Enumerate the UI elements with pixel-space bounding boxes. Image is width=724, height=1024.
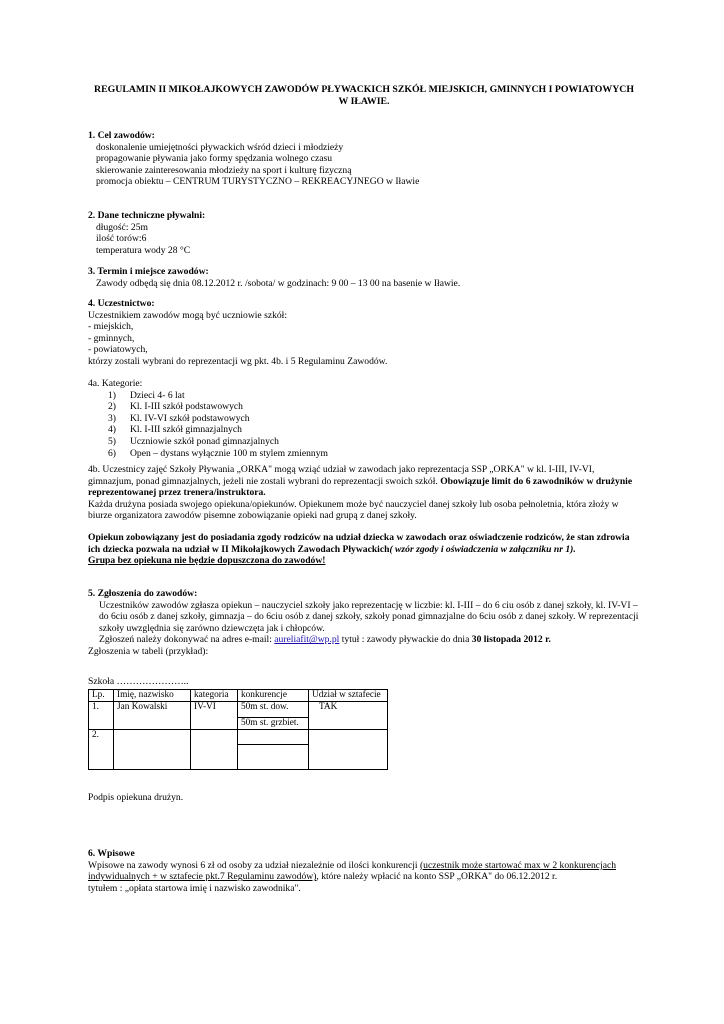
guardian-consent (88, 532, 640, 567)
category-item: 2) Kl. I-III szkół podstawowych (108, 401, 243, 413)
registration-table (88, 689, 388, 770)
category-item: 5) Uczniowie szkół ponad gimnazjalnych (108, 435, 279, 447)
goal-item: doskonalenie umiejętności pływackich wśród dzieci i młodzieży (96, 141, 344, 153)
participation-line: - miejskich, (88, 321, 134, 333)
categories-list (88, 390, 640, 460)
section-goals-heading: 1. Cel zawodów: (88, 130, 155, 141)
header-cell: Udział w sztafecie (309, 690, 388, 702)
cell-category: IV-VI (191, 702, 238, 730)
category-item: 3) Kl. IV-VI szkół podstawowych (108, 412, 250, 424)
section-date-place (88, 266, 640, 289)
participation-line: którzy zostali wybrani do reprezentacji wg pkt. 4b. i 5 Regulaminu Zawodów. (88, 355, 388, 367)
fee-limit-note: (uczestnik może startować max w 2 konkurencjach indywidualnych + w sztafecie pkt.7 Regulaminu zawodów) (88, 859, 617, 883)
team-limit-note: Obowiązuje limit do 6 zawodników w drużynie reprezentowanej przez trenera/instruktora. (88, 475, 633, 499)
fee-title-line: tytułem : „opłata startowa imię i nazwisko zawodnika". (88, 882, 301, 894)
cell-relay: TAK (309, 702, 388, 730)
goal-item: skierowanie zainteresowania młodzieży na sport i kulturę fizyczną (96, 164, 352, 176)
section-pool-heading: 2. Dane techniczne pływalni: (88, 210, 206, 221)
date-place-text: Zawody odbędą się dnia 08.12.2012 r. /sobota/ w godzinach: 9 00 – 13 00 na basenie w Iławie. (96, 277, 461, 289)
category-item: 4) Kl. I-III szkół gimnazjalnych (108, 424, 242, 436)
cell-lp: 2. (89, 730, 114, 770)
guardian-signature: Podpis opiekuna drużyn. (88, 792, 184, 803)
participation-line: - powiatowych, (88, 344, 148, 356)
table-header-row (89, 690, 388, 702)
consent-paragraph: Opiekun zobowiązany jest do posiadania zgody rodziców na udział dziecka w zawodach oraz oświadczenie rodziców, że stan zdrowia ich dziecka pozwala na udział w II Mikołajkowych Zawodach Pływackich( wzór zgody i oświadczenia w załączniku nr 1). (88, 532, 630, 555)
cell-competition: 50m st. grzbiet. (238, 718, 309, 730)
school-field: Szkoła ………………….. (88, 676, 189, 687)
section-participation (88, 298, 640, 368)
section-fee-heading: 6. Wpisowe (88, 848, 135, 859)
registration-email-line: Zgłoszeń należy dokonywać na adres e-mail: aureliafit@wp.pl tytuł : zawody pływackie do dnia 30 listopada 2012 r. (99, 634, 551, 646)
cell-competition: 50m st. dow. (238, 702, 309, 718)
category-item: 1) Dzieci 4- 6 lat (108, 389, 185, 401)
header-cell: konkurencje (238, 690, 309, 702)
categories (88, 378, 640, 459)
participation-line: - gminnych, (88, 332, 135, 344)
section-goals (88, 130, 640, 188)
section-date-heading: 3. Termin i miejsce zawodów: (88, 266, 209, 277)
deadline-date: 30 listopada 2012 r. (471, 634, 551, 646)
categories-heading: 4a. Kategorie: (88, 378, 143, 389)
consent-form-note: ( wzór zgody i oświadczenia w załączniku nr 1). (389, 543, 576, 555)
paragraph-4b (88, 464, 640, 522)
participation-line: Uczestnikiem zawodów mogą być uczniowie szkół: (88, 309, 288, 321)
section-registration (88, 588, 640, 658)
goal-item: promocja obiektu – CENTRUM TURYSTYCZNO – REKREACYJNEGO w Iławie (96, 176, 420, 188)
header-cell: kategoria (191, 690, 238, 702)
section-registration-heading: 5. Zgłoszenia do zawodów: (88, 588, 198, 599)
cell-lp: 1. (89, 702, 114, 730)
table-row (89, 702, 388, 718)
header-cell: Lp. (89, 690, 114, 702)
no-guardian-warning: Grupa bez opiekuna nie będzie dopuszczona do zawodów! (88, 555, 326, 567)
cell-relay (309, 730, 388, 770)
email-link[interactable]: aureliafit@wp.pl (274, 634, 340, 646)
table-row (89, 730, 388, 745)
goal-item: propagowanie pływania jako formy spędzania wolnego czasu (96, 153, 333, 165)
paragraph-4b-text: 4b. Uczestnicy zajęć Szkoły Pływania „ORKA" mogą wziąć udział w zawodach jako reprezentacja SSP „ORKA" w kl. I-III, IV-VI, gimnazjum, ponad gimnazjalnych, jeżeli nie zostali wybrani do reprezentacji swoich szkół. Obowiązuje limit do 6 zawodników w drużynie reprezentowanej przez trenera/instruktora. (88, 464, 633, 499)
document-title: REGULAMIN II MIKOŁAJKOWYCH ZAWODÓW PŁYWACKICH SZKÓŁ MIEJSKICH, GMINNYCH I POWIATOWYCH W IŁAWIE. (94, 84, 634, 107)
signature-line (88, 792, 640, 804)
fee-paragraph: Wpisowe na zawody wynosi 6 zł od osoby za udział niezależnie od ilości konkurencji (uczestnik może startować max w 2 konkurencjach indywidualnych + w sztafecie pkt.7 Regulaminu zawodów), które należy wpłacić na konto SSP „ORKA" do 06.12.2012 r. (88, 859, 617, 883)
pool-item: długość: 25m (96, 221, 148, 233)
pool-item: ilość torów:6 (96, 233, 147, 245)
section-participation-heading: 4. Uczestnictwo: (88, 298, 155, 309)
cell-name: Jan Kowalski (114, 702, 191, 730)
cell-competition (238, 730, 309, 745)
cell-competition (238, 745, 309, 770)
cell-name (114, 730, 191, 770)
guardian-paragraph: Każda drużyna posiada swojego opiekuna/opiekunów. Opiekunem może być nauczyciel danej szkoły lub osoba pełnoletnia, która złoży w biurze organizatora zawodów pisemne zobowiązanie opieki nad grupą z danej szkoły. (88, 498, 619, 522)
category-item: 6) Open – dystans wyłącznie 100 m stylem zmiennym (108, 447, 328, 459)
cell-category (191, 730, 238, 770)
registration-paragraph: Uczestników zawodów zgłasza opiekun – nauczyciel szkoły jako reprezentację w liczbie: kl. I-III – do 6 ciu osób z danej szkoły, kl. IV-VI – do 6ciu osób z danej szkoły, gimnazja – do 6ciu osób z danej szkoły, szkoły ponad gimnazjalne do 6ciu osób z danej szkoły. W reprezentacji szkoły uwzględnia się zarówno dziewczęta jak i chłopców. (99, 599, 639, 634)
school-line (88, 676, 640, 688)
pool-item: temperatura wody 28 °C (96, 244, 191, 256)
section-fee (88, 848, 640, 894)
table-intro: Zgłoszenia w tabeli (przykład): (88, 645, 209, 657)
section-pool-data (88, 210, 640, 256)
header-cell: Imię, nazwisko (114, 690, 191, 702)
